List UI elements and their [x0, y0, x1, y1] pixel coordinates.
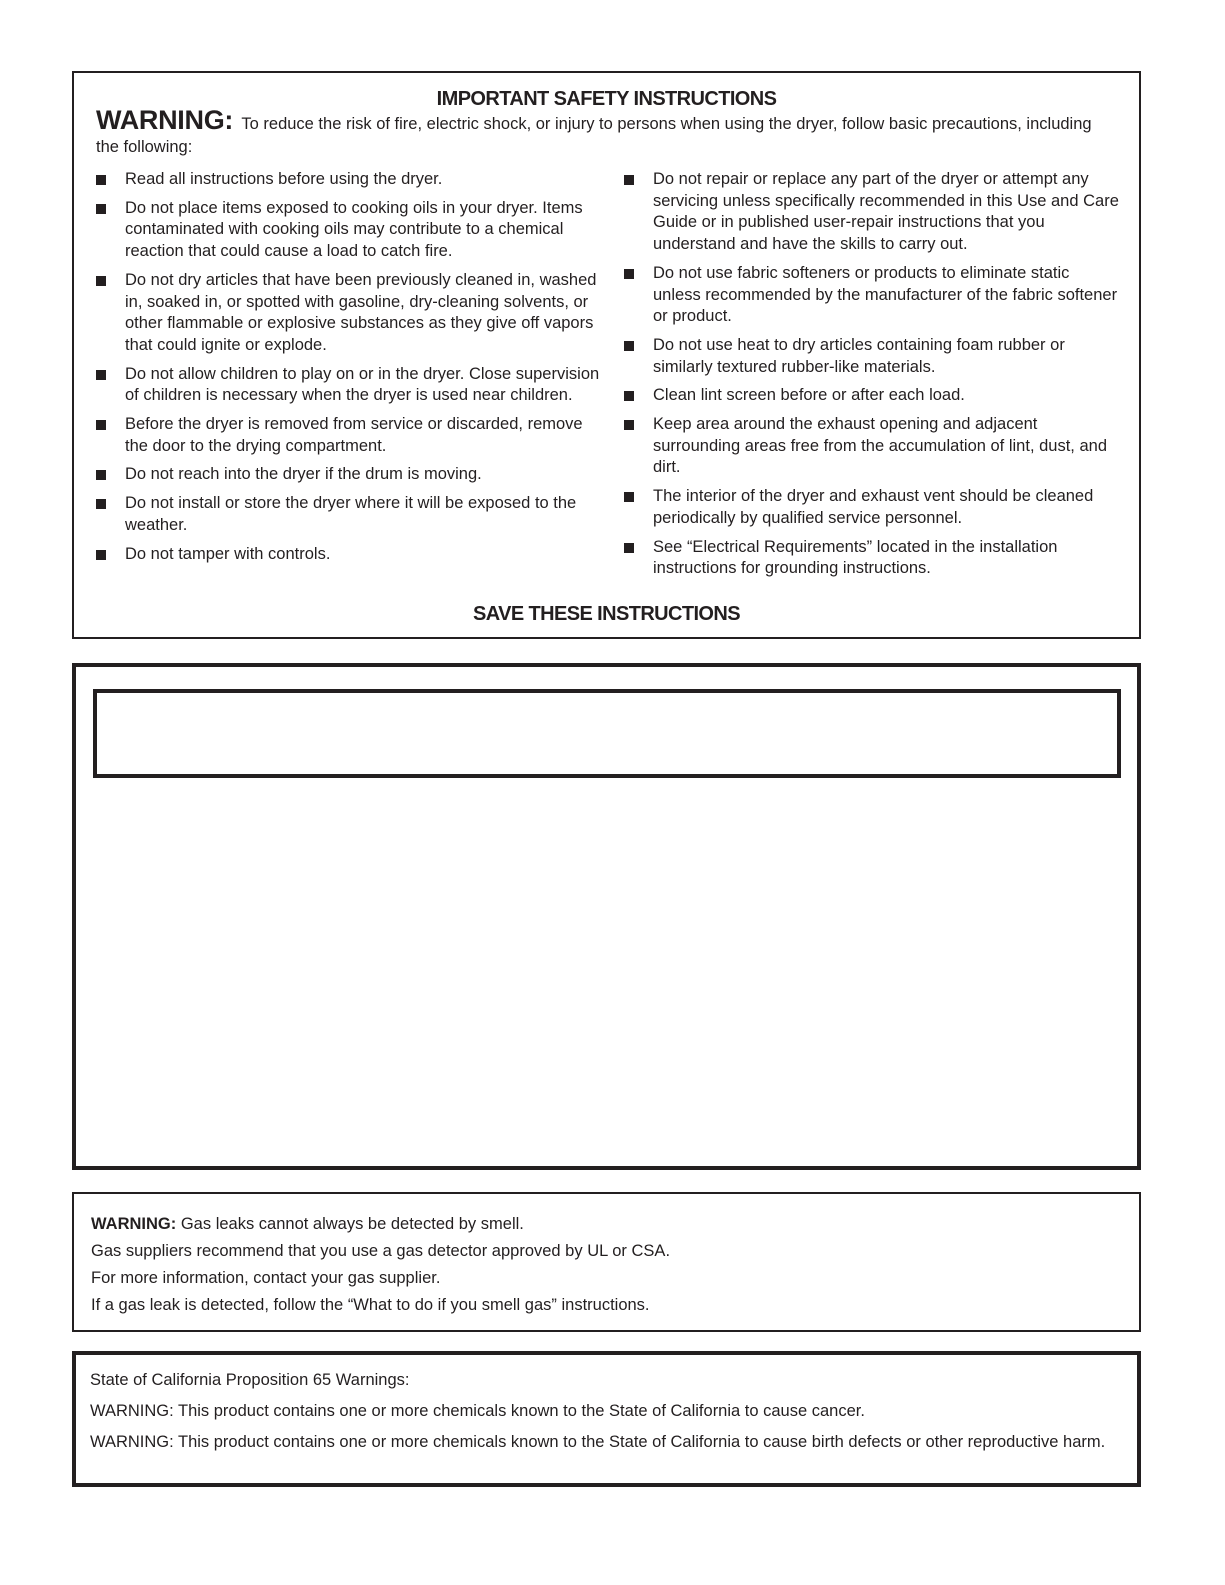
square-bullet-icon: [96, 550, 106, 560]
gas-line-4: If a gas leak is detected, follow the “What to do if you smell gas” instructions.: [91, 1296, 650, 1314]
list-item: Do not place items exposed to cooking oils in your dryer. Items contaminated with cooking oils may contribute to a chemical reaction that could cause a load to catch fire.: [96, 198, 601, 263]
square-bullet-icon: [96, 204, 106, 214]
list-item: Do not use fabric softeners or products to eliminate static unless recommended by the manufacturer of the fabric softener or product.: [624, 263, 1119, 328]
list-item: Do not repair or replace any part of the dryer or attempt any servicing unless specifically recommended in this Use and Care Guide or in published user-repair instructions that you understand and have the skills to carry out.: [624, 169, 1119, 256]
list-item: Do not dry articles that have been previously cleaned in, washed in, soaked in, or spotted with gasoline, dry-cleaning solvents, or other flammable or explosive substances as they give off vapors that could ignite or explode.: [96, 270, 601, 357]
list-item: Read all instructions before using the dryer.: [96, 169, 601, 191]
square-bullet-icon: [96, 370, 106, 380]
square-bullet-icon: [624, 420, 634, 430]
gas-warning-text: [91, 1211, 1122, 1319]
safety-title: IMPORTANT SAFETY INSTRUCTIONS: [436, 88, 777, 110]
list-item: The interior of the dryer and exhaust vent should be cleaned periodically by qualified service personnel.: [624, 486, 1119, 529]
save-instructions-title: SAVE THESE INSTRUCTIONS: [473, 603, 740, 625]
gas-line-3: For more information, contact your gas supplier.: [91, 1269, 441, 1287]
list-item: Do not use heat to dry articles containing foam rubber or similarly textured rubber-like materials.: [624, 335, 1119, 378]
prop65-warning-cancer: WARNING: This product contains one or more chemicals known to the State of California to cause cancer.: [90, 1402, 865, 1420]
right-instruction-list: [624, 169, 1119, 587]
warning-label: WARNING:: [96, 105, 234, 135]
list-item: Clean lint screen before or after each load.: [624, 385, 1119, 407]
square-bullet-icon: [624, 269, 634, 279]
square-bullet-icon: [624, 492, 634, 502]
list-item: Keep area around the exhaust opening and adjacent surrounding areas free from the accumulation of lint, dust, and dirt.: [624, 414, 1119, 479]
list-item: Before the dryer is removed from service or discarded, remove the door to the drying compartment.: [96, 414, 601, 457]
safety-instructions-box: [72, 71, 1141, 639]
blank-warning-header: [93, 689, 1121, 778]
gas-warning-label: WARNING:: [91, 1215, 177, 1233]
warning-intro: [96, 105, 1117, 159]
square-bullet-icon: [96, 470, 106, 480]
left-instruction-list: [96, 169, 601, 572]
prop65-text: [90, 1370, 1117, 1463]
square-bullet-icon: [624, 543, 634, 553]
gas-line-1: WARNING: Gas leaks cannot always be detected by smell.: [91, 1215, 524, 1233]
prop65-warning-reproductive: WARNING: This product contains one or more chemicals known to the State of California to cause birth defects or other reproductive harm.: [90, 1433, 1106, 1451]
square-bullet-icon: [96, 175, 106, 185]
list-item: Do not reach into the dryer if the drum is moving.: [96, 464, 601, 486]
gas-line-2: Gas suppliers recommend that you use a gas detector approved by UL or CSA.: [91, 1242, 671, 1260]
list-item: Do not tamper with controls.: [96, 544, 601, 566]
square-bullet-icon: [96, 499, 106, 509]
prop65-heading: State of California Proposition 65 Warnings:: [90, 1371, 410, 1389]
list-item: Do not install or store the dryer where it will be exposed to the weather.: [96, 493, 601, 536]
warning-text: To reduce the risk of fire, electric shock, or injury to persons when using the dryer, follow basic precautions, including the following:: [96, 115, 1092, 156]
square-bullet-icon: [624, 391, 634, 401]
prop65-warning-box: [72, 1351, 1141, 1487]
square-bullet-icon: [624, 341, 634, 351]
list-item: See “Electrical Requirements” located in the installation instructions for grounding instructions.: [624, 537, 1119, 580]
square-bullet-icon: [96, 420, 106, 430]
gas-leak-warning-box: [72, 1192, 1141, 1332]
list-item: Do not allow children to play on or in the dryer. Close supervision of children is necessary when the dryer is used near children.: [96, 364, 601, 407]
square-bullet-icon: [624, 175, 634, 185]
square-bullet-icon: [96, 276, 106, 286]
